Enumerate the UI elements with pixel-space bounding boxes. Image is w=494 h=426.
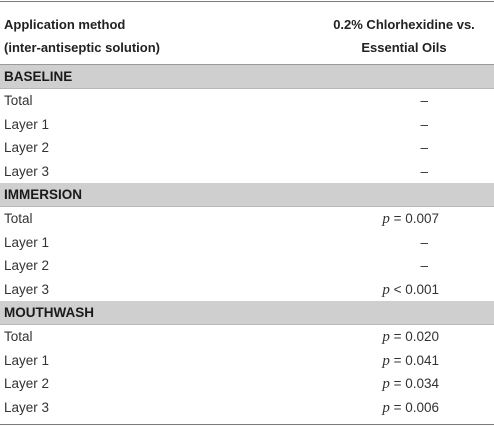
table-body (0, 65, 494, 419)
row-value (382, 207, 439, 232)
row-label: Total (4, 329, 33, 344)
row-value (420, 160, 428, 185)
row-value (420, 231, 428, 256)
table-row (0, 113, 494, 137)
row-label: Layer 2 (4, 258, 50, 273)
header-right-line1: 0.2% Chlorhexidine vs. (333, 17, 475, 32)
p-value: – (420, 140, 428, 155)
table-row (0, 372, 494, 396)
p-value: = 0.007 (389, 211, 439, 226)
row-value (382, 396, 439, 421)
table-row (0, 136, 494, 160)
row-label: Total (4, 93, 33, 108)
header-comparison (324, 13, 484, 59)
table-row (0, 278, 494, 302)
table-row (0, 207, 494, 231)
p-value: – (420, 234, 428, 250)
section-header-baseline: BASELINE (0, 65, 494, 89)
p-value: – (420, 93, 428, 108)
p-value: = 0.034 (389, 376, 439, 391)
header-left-line1: Application method (4, 17, 126, 32)
header-left-line2: (inter-antiseptic solution) (4, 40, 160, 55)
row-label: Layer 2 (4, 376, 50, 391)
section-header-mouthwash: MOUTHWASH (0, 301, 494, 325)
p-symbol: p (382, 376, 390, 392)
p-symbol: p (382, 329, 390, 345)
row-label: Layer 3 (4, 281, 50, 297)
row-value (382, 349, 439, 374)
p-symbol: p (382, 281, 390, 298)
row-value (420, 136, 428, 161)
p-value: = 0.020 (389, 329, 439, 344)
table-row (0, 254, 494, 278)
p-value: = 0.006 (389, 399, 439, 415)
row-label: Layer 3 (4, 399, 50, 415)
row-label: Layer 3 (4, 163, 50, 179)
row-value (382, 325, 439, 350)
section-header-immersion: IMMERSION (0, 183, 494, 207)
table-row (0, 396, 494, 420)
row-label: Layer 1 (4, 352, 50, 368)
row-label: Layer 1 (4, 234, 50, 250)
table-row (0, 325, 494, 349)
p-value: – (420, 163, 428, 179)
header-application-method (4, 13, 160, 59)
row-label: Layer 2 (4, 140, 50, 155)
p-symbol: p (382, 211, 390, 227)
row-label: Layer 1 (4, 116, 50, 132)
table-row (0, 89, 494, 113)
table-row (0, 160, 494, 184)
row-value (420, 89, 428, 114)
table-row (0, 349, 494, 373)
header-right-line2: Essential Oils (361, 40, 447, 55)
table-row (0, 231, 494, 255)
row-value (382, 372, 439, 397)
row-label: Total (4, 211, 33, 226)
p-value: – (420, 116, 428, 132)
table-header (0, 2, 494, 64)
p-value: < 0.001 (389, 281, 439, 297)
row-value (420, 113, 428, 138)
table-bottom-rule (0, 424, 494, 425)
p-value: = 0.041 (389, 352, 439, 368)
p-symbol: p (382, 352, 390, 369)
row-value (382, 278, 439, 303)
p-value: – (420, 258, 428, 273)
p-symbol: p (382, 399, 390, 416)
row-value (420, 254, 428, 279)
